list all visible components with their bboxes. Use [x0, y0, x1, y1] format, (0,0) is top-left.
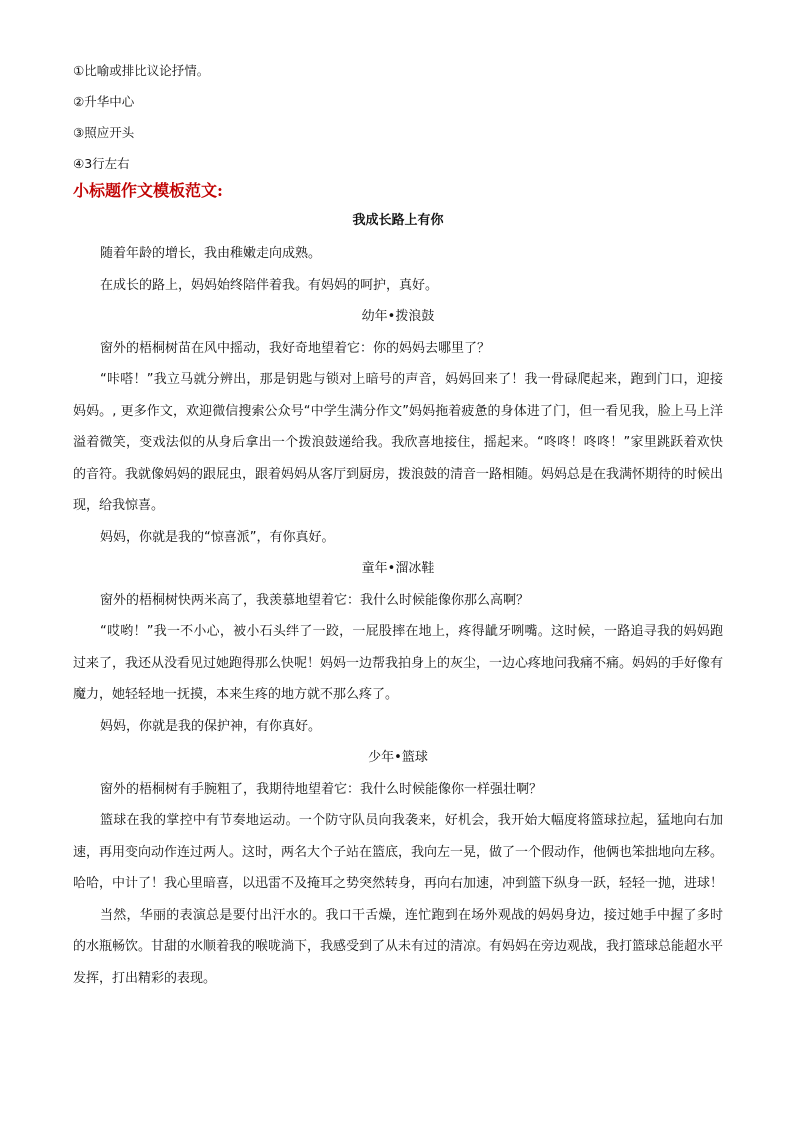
part-1-paragraph-2: “咔嗒！”我立马就分辨出，那是钥匙与锁对上暗号的声音，妈妈回来了！我一骨碌爬起来，跑到门口，迎接妈妈。, 更多作文，欢迎微信搜索公众号“中学生满分作文”妈妈拖着疲惫的身体进了门，但一看见我，脸上马上洋溢着微笑，变戏法似的从身后拿出一个拨浪鼓递给我。我欣喜地接住，摇起来。“咚咚！咚咚！”家里跳跃着欢快的音符。我就像妈妈的跟屁虫，跟着妈妈从客厅到厨房，拨浪鼓的清音一路相随。妈妈总是在我满怀期待的时候出现，给我惊喜。 — [73, 372, 724, 513]
part-2-paragraph-1: 窗外的梧桐树快两米高了，我羡慕地望着它：我什么时候能像你那么高啊？ — [100, 592, 530, 608]
tip-line-2: ②升华中心 — [73, 94, 135, 109]
part-3-subtitle: 少年•篮球 — [368, 750, 428, 765]
tip-line-4: ④3行左右 — [73, 156, 130, 171]
part-2-subtitle: 童年•溜冰鞋 — [361, 561, 435, 576]
intro-paragraph-1: 随着年龄的增长，我由稚嫩走向成熟。 — [100, 246, 322, 261]
part-2-paragraph-2: “哎哟！”我一不小心，被小石头绊了一跤，一屁股摔在地上，疼得龇牙咧嘴。这时候，一路追寻我的妈妈跑过来了，我还从没看见过她跑得那么快呢！妈妈一边帮我拍身上的灰尘，一边心疼地问我痛不痛。妈妈的手好像有魔力，她轻轻地一抚摸，本来生疼的地方就不那么疼了。 — [73, 624, 724, 702]
tip-line-3: ③照应开头 — [73, 125, 135, 140]
part-3-paragraph-2: 篮球在我的掌控中有节奏地运动。一个防守队员向我袭来，好机会，我开始大幅度将篮球拉起，猛地向右加速，再用变向动作连过两人。这时，两名大个子站在篮底，我向左一晃，做了一个假动作，他俩也笨拙地向左移。哈哈，中计了！我心里暗喜，以迅雷不及掩耳之势突然转身，再向右加速，冲到篮下纵身一跃，轻轻一抛，进球！ — [73, 813, 724, 891]
tip-line-1: ①比喻或排比议论抒情。 — [73, 63, 210, 78]
document-page — [73, 62, 723, 994]
part-1-subtitle: 幼年•拨浪鼓 — [361, 309, 435, 324]
part-1-paragraph-3: 妈妈，你就是我的“惊喜派”，有你真好。 — [100, 529, 335, 545]
part-1-paragraph-1: 窗外的梧桐树苗在风中摇动，我好奇地望着它：你的妈妈去哪里了？ — [100, 340, 491, 356]
essay-title: 我成长路上有你 — [352, 213, 444, 228]
section-heading: 小标题作文模板范文: — [73, 181, 223, 200]
part-2-paragraph-3: 妈妈，你就是我的保护神，有你真好。 — [100, 718, 322, 734]
intro-paragraph-2: 在成长的路上，妈妈始终陪伴着我。有妈妈的呵护，真好。 — [100, 277, 439, 293]
part-3-paragraph-3: 当然，华丽的表演总是要付出汗水的。我口干舌燥，连忙跑到在场外观战的妈妈身边，接过她手中握了多时的水瓶畅饮。甘甜的水顺着我的喉咙淌下，我感受到了从未有过的清凉。有妈妈在旁边观战，我打篮球总能超水平发挥，打出精彩的表现。 — [73, 907, 724, 986]
part-3-paragraph-1: 窗外的梧桐树有手腕粗了，我期待地望着它：我什么时候能像你一样强壮啊？ — [100, 781, 543, 797]
